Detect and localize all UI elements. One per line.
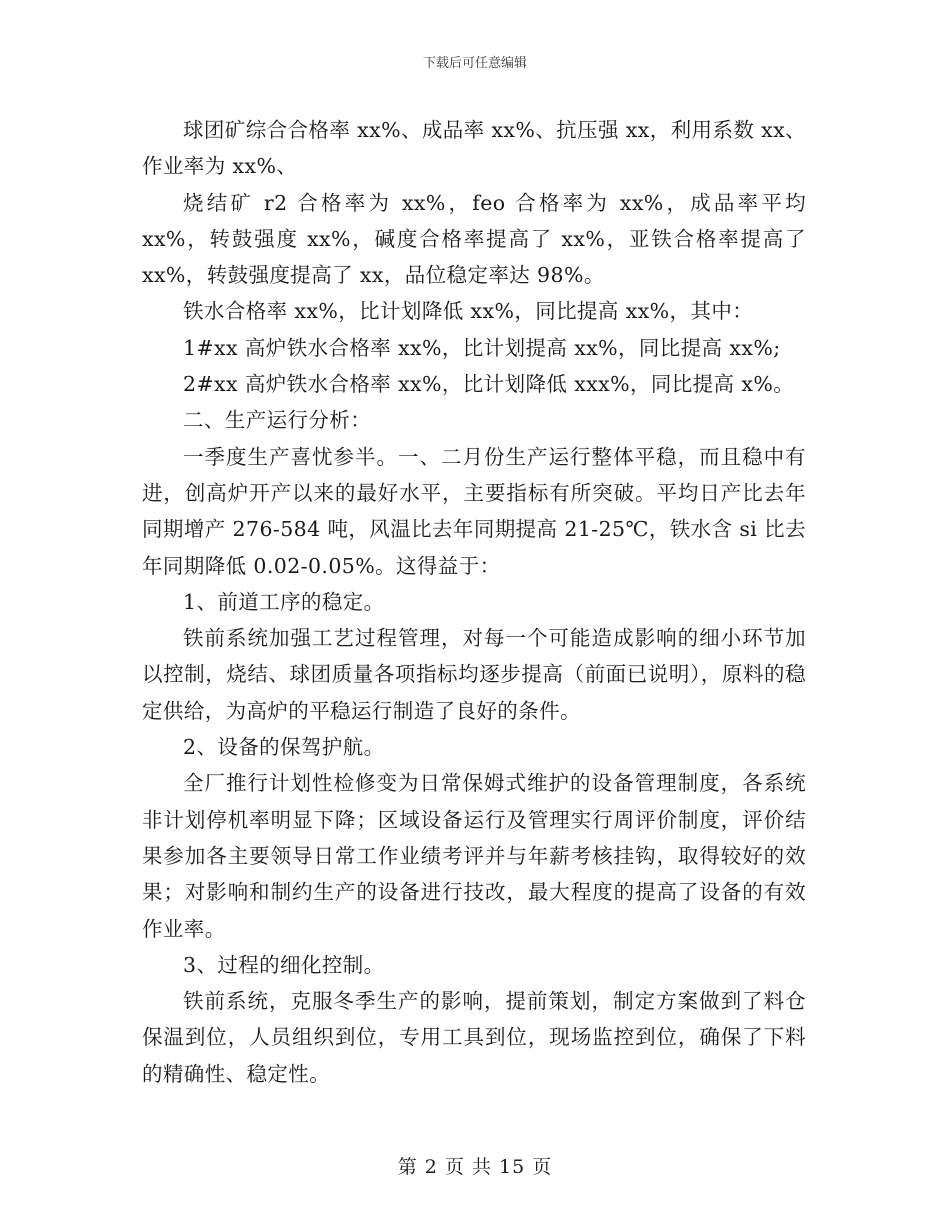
paragraph: 铁水合格率 xx%，比计划降低 xx%，同比提高 xx%，其中： bbox=[183, 299, 754, 324]
subsection-heading: 2、设备的保驾护航。 bbox=[183, 735, 385, 760]
page-header: 下载后可任意编辑 bbox=[422, 56, 527, 71]
paragraph: 一季度生产喜忧参半。一、二月份生产运行整体平稳，而且稳中有进，创高炉开产以来的最好水平，主要指标有所突破。平均日产比去年同期增产 276-584 吨，风温比去年同期提高 21-25℃，铁水含 si 比去年同期降低 0.02-0.05%。这得益于： bbox=[142, 444, 806, 578]
paragraph: 1#xx 高炉铁水合格率 xx%，比计划提高 xx%，同比提高 xx%; bbox=[183, 335, 781, 360]
paragraph: 铁前系统加强工艺过程管理，对每一个可能造成影响的细小环节加以控制，烧结、球团质量各项指标均逐步提高（前面已说明），原料的稳定供给，为高炉的平稳运行制造了良好的条件。 bbox=[142, 626, 806, 723]
paragraph: 全厂推行计划性检修变为日常保姆式维护的设备管理制度，各系统非计划停机率明显下降；区域设备运行及管理实行周评价制度，评价结果参加各主要领导日常工作业绩考评并与年薪考核挂钩，取得较好的效果；对影响和制约生产的设备进行技改，最大程度的提高了设备的有效作业率。 bbox=[142, 771, 806, 941]
page-number: 第 2 页 共 15 页 bbox=[397, 1156, 553, 1178]
section-heading: 二、生产运行分析： bbox=[183, 408, 372, 433]
paragraph: 2#xx 高炉铁水合格率 xx%，比计划降低 xxx%，同比提高 x%。 bbox=[183, 372, 795, 397]
paragraph: 烧结矿 r2 合格率为 xx%，feo 合格率为 xx%，成品率平均 xx%，转鼓强度 xx%，碱度合格率提高了 xx%，亚铁合格率提高了 xx%，转鼓强度提高了 xx，品位稳定率达 98%。 bbox=[142, 190, 806, 288]
paragraph: 铁前系统，克服冬季生产的影响，提前策划，制定方案做到了料仓保温到位，人员组织到位，专用工具到位，现场监控到位，确保了下料的精确性、稳定性。 bbox=[142, 989, 806, 1086]
subsection-heading: 1、前道工序的稳定。 bbox=[183, 589, 385, 614]
paragraph: 球团矿综合合格率 xx%、成品率 xx%、抗压强 xx，利用系数 xx、作业率为 xx%、 bbox=[142, 118, 806, 179]
document-body bbox=[142, 112, 806, 1092]
subsection-heading: 3、过程的细化控制。 bbox=[183, 952, 385, 977]
